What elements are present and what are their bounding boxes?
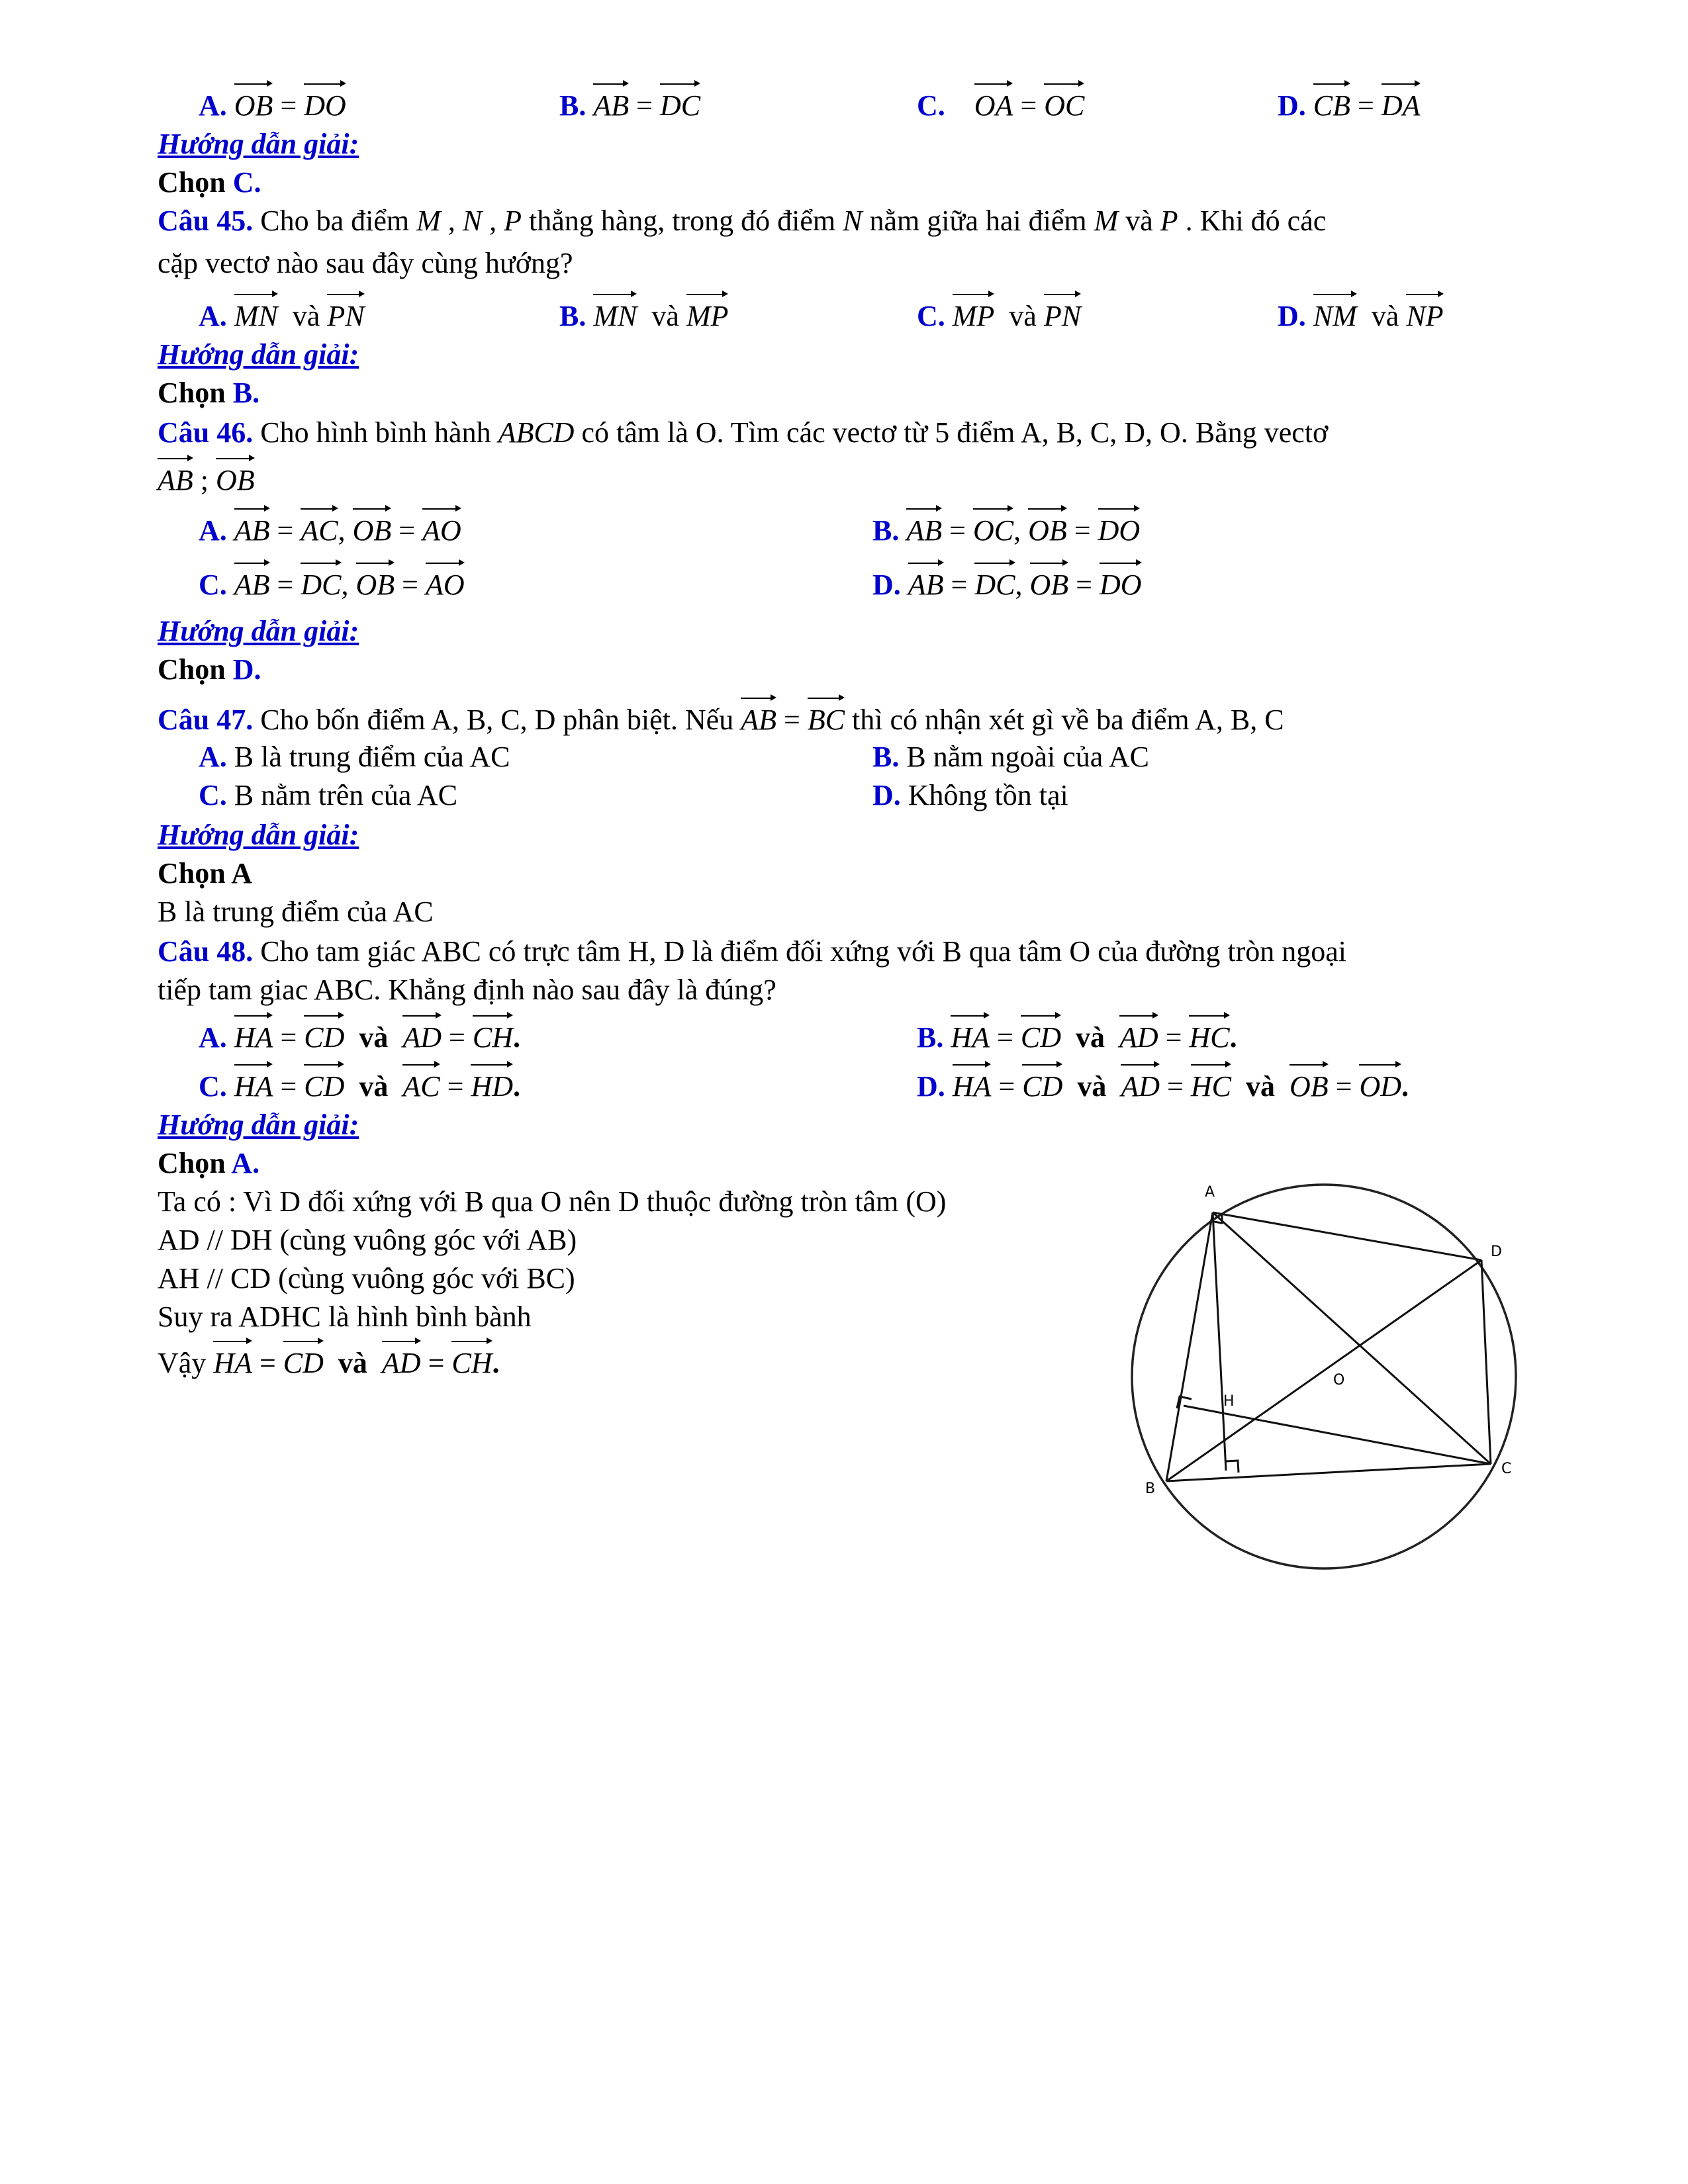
explanation-conclusion: Vậy HA = CD và AD = CH. xyxy=(158,1342,500,1382)
q44-option-d[interactable] xyxy=(1278,85,1421,124)
equals-sign: = xyxy=(277,569,294,601)
math: N xyxy=(843,205,863,237)
math: M xyxy=(1094,205,1119,237)
vector: CD xyxy=(304,1017,344,1056)
vector: HA xyxy=(951,1017,990,1056)
vector: NM xyxy=(1313,295,1357,335)
vector: PN xyxy=(1044,295,1081,335)
vector: MP xyxy=(686,295,729,335)
vector: DO xyxy=(1098,510,1141,549)
stem-text: nằm giữa hai điểm xyxy=(862,205,1094,237)
vector: OB xyxy=(1030,564,1069,604)
option-label: A. xyxy=(199,89,227,122)
answer-line xyxy=(158,164,261,201)
option-label: D. xyxy=(917,1070,945,1103)
answer-line xyxy=(158,651,261,688)
vector: AO xyxy=(426,564,465,604)
vector: AB xyxy=(158,459,193,499)
equals-sign: = xyxy=(449,1021,465,1054)
vector: NP xyxy=(1406,295,1443,335)
explanation-line: AH // CD (cùng vuông góc với BC) xyxy=(158,1262,575,1295)
vector: AB xyxy=(741,699,776,739)
q47-option-b[interactable] xyxy=(872,739,1149,776)
q48-option-a[interactable]: A. HA = CD và AD = CH. xyxy=(199,1017,520,1056)
vector: DC xyxy=(660,85,700,124)
equals-sign: = xyxy=(998,1070,1015,1103)
segment-BD xyxy=(1166,1260,1481,1481)
equals-sign: = xyxy=(1358,89,1374,122)
segment-CH xyxy=(1184,1406,1491,1464)
vector: CD xyxy=(1022,1066,1062,1105)
q48-option-b[interactable]: B. HA = CD và AD = HC. xyxy=(917,1017,1237,1056)
answer-line xyxy=(158,1145,259,1182)
equals-sign: = xyxy=(428,1347,445,1379)
point-label-D: D xyxy=(1491,1244,1502,1260)
option-label: D. xyxy=(1278,300,1306,332)
point-label-A: A xyxy=(1205,1184,1215,1201)
choose-word: Chọn xyxy=(158,653,226,686)
equals-sign: = xyxy=(1335,1070,1352,1103)
q48-option-c[interactable]: C. HA = CD và AC = HD. xyxy=(199,1066,520,1105)
q44-option-b[interactable] xyxy=(559,85,700,124)
option-label: C. xyxy=(917,300,945,332)
equals-sign: = xyxy=(783,704,800,736)
option-text: B là trung điểm của AC xyxy=(226,741,510,773)
q45-option-b[interactable] xyxy=(559,295,728,335)
vector: OC xyxy=(1044,85,1084,124)
equals-sign: = xyxy=(997,1021,1013,1054)
vector: AB xyxy=(234,510,270,549)
stem-text: thì có nhận xét gì về ba điểm A, B, C xyxy=(845,704,1284,736)
q46-option-d[interactable]: D. AB = DC, OB = DO xyxy=(872,564,1142,604)
question-label: Câu 46. xyxy=(158,416,254,449)
question-label: Câu 45. xyxy=(158,205,254,237)
answer-value: B. xyxy=(232,377,260,409)
vector: AD xyxy=(1121,1066,1160,1105)
vector: OB xyxy=(353,510,392,549)
q48-stem xyxy=(158,933,1346,970)
circumcircle xyxy=(1132,1185,1516,1569)
option-label: B. xyxy=(872,741,900,773)
equals-sign: = xyxy=(280,89,297,122)
option-label: A. xyxy=(199,514,227,547)
q44-option-a[interactable] xyxy=(199,85,346,124)
option-label: A. xyxy=(199,741,227,773)
vector: HA xyxy=(213,1342,252,1382)
right-angle-mark xyxy=(1226,1461,1239,1473)
vector: OB xyxy=(1028,510,1067,549)
explanation-line: Suy ra ADHC là hình bình bành xyxy=(158,1300,532,1333)
vector: CD xyxy=(283,1342,324,1382)
stem-text: Cho tam giác ABC có trực tâm H, D là điểm đối xứng với B qua tâm O của đường tròn ngoại xyxy=(253,935,1346,968)
separator: ; xyxy=(193,464,216,496)
segment-AH xyxy=(1213,1212,1226,1471)
guide-heading: Hướng dẫn giải: xyxy=(158,128,359,160)
option-label: C. xyxy=(199,569,227,601)
vector: DO xyxy=(1100,564,1142,604)
equals-sign: = xyxy=(1165,1021,1182,1054)
option-label: A. xyxy=(199,1021,227,1054)
choose-word: Chọn xyxy=(158,1147,226,1179)
q46-stem-line2 xyxy=(158,459,255,499)
q48-option-d[interactable]: D. HA = CD và AD = HC và OB = OD. xyxy=(917,1066,1409,1105)
vector: AD xyxy=(1119,1017,1158,1056)
vector: OB xyxy=(234,85,273,124)
equals-sign: = xyxy=(1076,569,1092,601)
math: ABCD xyxy=(498,416,575,449)
segment-CD xyxy=(1481,1260,1491,1464)
and-word: và xyxy=(1075,1021,1105,1054)
option-label: C. xyxy=(917,89,945,122)
equals-sign: = xyxy=(280,1021,297,1054)
and-word: và xyxy=(1009,300,1037,332)
and-word: và xyxy=(359,1070,389,1103)
option-text: B nằm ngoài của AC xyxy=(899,741,1149,773)
equals-sign: = xyxy=(259,1347,276,1379)
vector: OB xyxy=(1289,1066,1329,1105)
vector: BC xyxy=(808,699,845,739)
equals-sign: = xyxy=(280,1070,297,1103)
guide-heading: Hướng dẫn giải: xyxy=(158,615,359,647)
vector: CD xyxy=(1021,1017,1061,1056)
question-label: Câu 48. xyxy=(158,935,254,968)
vector: OB xyxy=(216,459,255,499)
stem-text: thẳng hàng, trong đó điểm xyxy=(522,205,843,237)
question-label: Câu 47. xyxy=(158,704,254,736)
equals-sign: = xyxy=(1020,89,1037,122)
q46-option-b[interactable]: B. AB = OC, OB = DO xyxy=(872,510,1140,549)
answer-line xyxy=(158,375,259,412)
option-text: B nằm trên của AC xyxy=(226,779,458,811)
geometry-figure xyxy=(1112,1152,1549,1575)
option-label: B. xyxy=(559,89,586,122)
vector: AD xyxy=(402,1017,442,1056)
vector: AD xyxy=(382,1342,421,1382)
answer-value: C. xyxy=(232,166,261,199)
stem-text: Cho bốn điểm A, B, C, D phân biệt. Nếu xyxy=(253,704,741,736)
option-label: B. xyxy=(917,1021,944,1054)
choose-word: Chọn xyxy=(158,377,226,409)
answer-line: Chọn A xyxy=(158,857,253,889)
vector: OA xyxy=(974,85,1013,124)
vector: HA xyxy=(234,1066,273,1105)
equals-sign: = xyxy=(277,514,294,547)
vector: AB xyxy=(593,85,629,124)
point-label-C: C xyxy=(1501,1461,1512,1477)
answer-value: D. xyxy=(232,653,261,686)
answer-value: A. xyxy=(231,1147,260,1179)
point-label-B: B xyxy=(1145,1480,1156,1497)
and-word: và xyxy=(651,300,679,332)
vector: DO xyxy=(304,85,346,124)
q45-option-a[interactable] xyxy=(199,295,365,335)
option-label: C. xyxy=(199,779,227,811)
q45-stem xyxy=(158,203,1326,240)
math: P xyxy=(1160,205,1178,237)
equals-sign: = xyxy=(447,1070,464,1103)
vector: DA xyxy=(1382,85,1421,124)
stem-text: Cho ba điểm xyxy=(253,205,417,237)
and-word: và xyxy=(1077,1070,1107,1103)
vector: HD xyxy=(471,1066,513,1105)
q48-stem-line2: tiếp tam giac ABC. Khẳng định nào sau đây là đúng? xyxy=(158,974,776,1006)
and-word: và xyxy=(292,300,320,332)
vector: AC xyxy=(301,510,338,549)
vector: AC xyxy=(402,1066,440,1105)
vector: OD xyxy=(1359,1066,1401,1105)
q46-stem xyxy=(158,414,1328,451)
choose-word: Chọn xyxy=(158,166,226,199)
explanation-text: B là trung điểm của AC xyxy=(158,895,434,928)
equals-sign: = xyxy=(951,569,968,601)
stem-text: có tâm là O. Tìm các vectơ từ 5 điểm A, B, C, D, O. Bằng vectơ xyxy=(574,416,1329,449)
q45-stem-line2: cặp vectơ nào sau đây cùng hướng? xyxy=(158,247,573,279)
vector: OB xyxy=(356,564,395,604)
equals-sign: = xyxy=(949,514,966,547)
vector: AO xyxy=(422,510,461,549)
equals-sign: = xyxy=(1074,514,1091,547)
vector: AB xyxy=(906,510,942,549)
option-text: Không tồn tại xyxy=(900,779,1068,811)
option-label: D. xyxy=(872,779,901,811)
equals-sign: = xyxy=(399,514,416,547)
q47-option-a[interactable] xyxy=(199,739,510,776)
q47-option-c[interactable] xyxy=(199,777,457,814)
stem-text: và xyxy=(1118,205,1160,237)
vector: DC xyxy=(301,564,341,604)
guide-heading: Hướng dẫn giải: xyxy=(158,338,359,371)
explanation-text: Vậy xyxy=(158,1347,214,1379)
vector: MP xyxy=(953,295,995,335)
segment-AB xyxy=(1166,1212,1213,1481)
stem-text: Cho hình bình hành xyxy=(253,416,498,449)
equals-sign: = xyxy=(402,569,418,601)
explanation-line: AD // DH (cùng vuông góc với AB) xyxy=(158,1224,577,1256)
option-label: C. xyxy=(199,1070,227,1103)
and-word: và xyxy=(338,1347,367,1379)
option-label: D. xyxy=(1278,89,1306,122)
q45-option-d[interactable] xyxy=(1278,295,1444,335)
explanation-line: Ta có : Vì D đối xứng với B qua O nên D thuộc đường tròn tâm (O) xyxy=(158,1185,947,1218)
equals-sign: = xyxy=(636,89,653,122)
guide-heading: Hướng dẫn giải: xyxy=(158,1109,359,1141)
segment-BC xyxy=(1166,1464,1491,1481)
segment-AD xyxy=(1213,1212,1481,1260)
and-word: và xyxy=(1246,1070,1275,1103)
and-word: và xyxy=(359,1021,389,1054)
vector: AB xyxy=(234,564,270,604)
vector: MN xyxy=(234,295,278,335)
option-label: D. xyxy=(872,569,901,601)
vector: HC xyxy=(1191,1066,1231,1105)
vector: PN xyxy=(327,295,364,335)
point-label-O: O xyxy=(1333,1372,1345,1388)
option-label: B. xyxy=(559,300,586,332)
vector: AB xyxy=(908,564,944,604)
math: M , N , P xyxy=(416,205,522,237)
vector: HC xyxy=(1189,1017,1229,1056)
option-label: B. xyxy=(872,514,900,547)
q46-option-a[interactable]: A. AB = AC, OB = AO xyxy=(199,510,461,549)
point-label-H: H xyxy=(1223,1393,1235,1410)
vector: MN xyxy=(593,295,637,335)
stem-text: . Khi đó các xyxy=(1178,205,1327,237)
and-word: và xyxy=(1371,300,1399,332)
q47-option-d[interactable] xyxy=(872,777,1068,814)
q46-option-c[interactable]: C. AB = DC, OB = AO xyxy=(199,564,465,604)
vector: OC xyxy=(973,510,1013,549)
vector: CB xyxy=(1313,85,1350,124)
vector: HA xyxy=(953,1066,992,1105)
vector: CD xyxy=(304,1066,344,1105)
vector: CH xyxy=(473,1017,513,1056)
vector: HA xyxy=(234,1017,273,1056)
q44-option-c[interactable] xyxy=(917,85,1084,124)
guide-heading: Hướng dẫn giải: xyxy=(158,819,359,851)
vector: CH xyxy=(451,1342,492,1382)
vector: DC xyxy=(974,564,1015,604)
q45-option-c[interactable] xyxy=(917,295,1081,335)
q47-stem xyxy=(158,699,1284,739)
option-label: A. xyxy=(199,300,227,332)
segment-AC xyxy=(1213,1212,1491,1464)
equals-sign: = xyxy=(1167,1070,1184,1103)
